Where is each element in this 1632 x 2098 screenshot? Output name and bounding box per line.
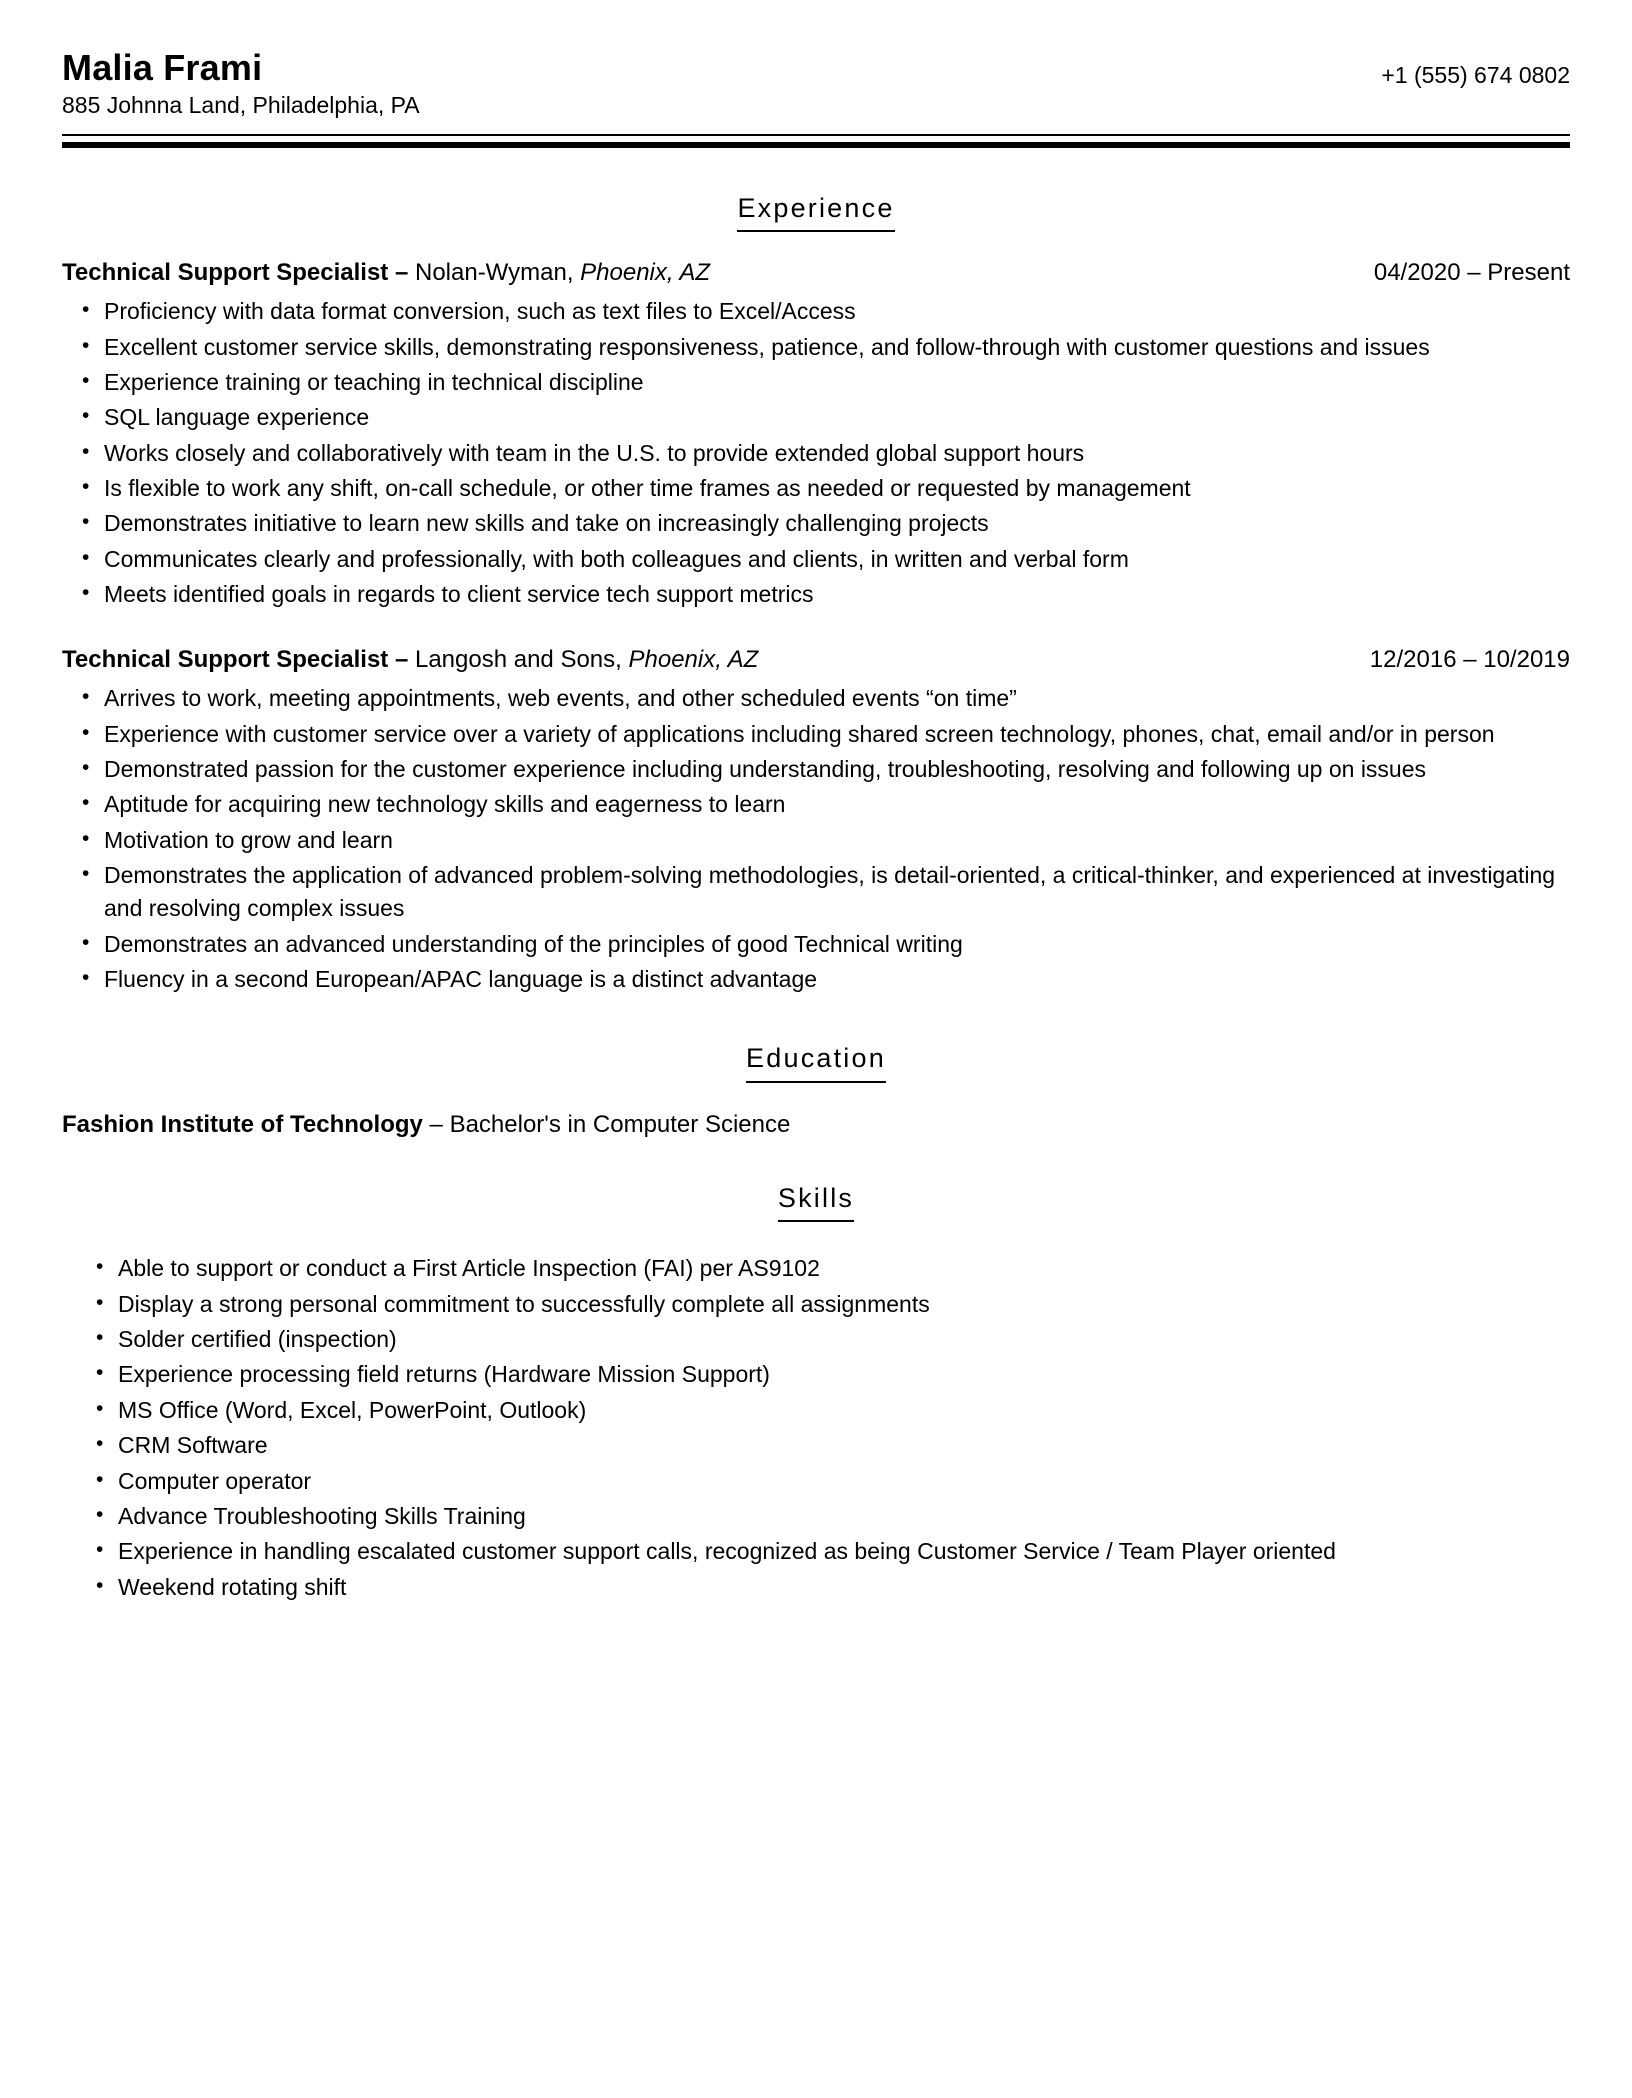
section-experience-title: Experience [737,192,894,232]
section-experience [62,192,1570,997]
job-company: Nolan-Wyman [414,259,567,287]
job-separator: , [615,646,629,674]
list-item: • CRM Software [62,1429,1570,1462]
list-item: • Is flexible to work any shift, on-call schedule, or other time frames as needed or requested by management [62,472,1569,505]
list-item: • Experience with customer service over a variety of applications including shared screen technology, phones, chat, email and/or in person [62,718,1569,751]
section-education-title-wrap [62,1042,1570,1082]
list-item: • Motivation to grow and learn [62,824,1569,857]
address-text: 885 Johnna Land, Philadelphia, PA [62,92,420,119]
job-title: Technical Support Specialist – [62,646,415,674]
list-item: • Communicates clearly and professionally, with both colleagues and clients, in written and verbal form [62,543,1569,576]
job-company: Langosh and Sons [414,646,616,674]
job-title: Technical Support Specialist – [62,259,415,287]
education-school: Fashion Institute of Technology [62,1110,423,1138]
list-item: • Weekend rotating shift [62,1571,1570,1604]
list-item: • Works closely and collaboratively with team in the U.S. to provide extended global support hours [62,437,1569,470]
experience-entry-heading [62,258,710,288]
list-item: • Experience processing field returns (Hardware Mission Support) [62,1358,1570,1391]
experience-bullet-list [62,682,1570,996]
education-degree: – Bachelor's in Computer Science [422,1110,791,1138]
list-item: • MS Office (Word, Excel, PowerPoint, Outlook) [62,1394,1570,1427]
list-item: • Aptitude for acquiring new technology skills and eagerness to learn [62,788,1569,821]
job-dates: 12/2016 – 10/2019 [1369,646,1570,674]
resume-header [62,48,1570,120]
page-title: Malia Frami [62,47,263,88]
education-entry [62,1109,1570,1140]
header-divider-thick [62,142,1570,148]
identity-block [62,48,420,120]
job-dates: 04/2020 – Present [1373,259,1570,287]
list-item: • Solder certified (inspection) [62,1323,1570,1356]
phone-number: +1 (555) 674 0802 [1381,62,1570,88]
section-skills-title-wrap [62,1182,1570,1222]
experience-bullet-list [62,295,1570,611]
experience-entry-header [62,645,1570,675]
section-skills-title: Skills [778,1182,854,1222]
experience-entry [62,258,1570,611]
list-item: • Proficiency with data format conversion, such as text files to Excel/Access [62,295,1569,328]
list-item: • Experience in handling escalated customer support calls, recognized as being Customer Service / Team Player oriented [62,1535,1570,1568]
list-item: • Demonstrated passion for the customer experience including understanding, troubleshooting, resolving and following up on issues [62,753,1569,786]
list-item: • SQL language experience [62,401,1569,434]
list-item: • Excellent customer service skills, demonstrating responsiveness, patience, and follow-through with customer questions and issues [62,331,1569,364]
job-location: Phoenix, AZ [580,259,710,287]
list-item: • Experience training or teaching in technical discipline [62,366,1569,399]
list-item: • Demonstrates the application of advanced problem-solving methodologies, is detail-oriented, a critical-thinker, and experienced at investigating and resolving complex issues [62,859,1569,926]
list-item: • Advance Troubleshooting Skills Training [62,1500,1570,1533]
section-experience-title-wrap [62,192,1570,232]
list-item: • Meets identified goals in regards to client service tech support metrics [62,578,1569,611]
section-education [62,1042,1570,1140]
list-item: • Fluency in a second European/APAC language is a distinct advantage [62,963,1569,996]
experience-entry-heading [62,645,758,675]
list-item: • Computer operator [62,1465,1570,1498]
job-location: Phoenix, AZ [628,646,759,674]
list-item: • Able to support or conduct a First Article Inspection (FAI) per AS9102 [62,1252,1570,1285]
experience-entry [62,645,1570,996]
section-education-title: Education [746,1042,886,1082]
list-item: • Arrives to work, meeting appointments, web events, and other scheduled events “on time” [62,682,1569,715]
list-item: • Display a strong personal commitment to successfully complete all assignments [62,1288,1570,1321]
job-separator: , [566,259,581,287]
section-skills [62,1182,1570,1604]
list-item: • Demonstrates an advanced understanding of the principles of good Technical writing [62,928,1569,961]
skills-bullet-list [62,1252,1570,1603]
experience-entry-header [62,258,1570,288]
list-item: • Demonstrates initiative to learn new skills and take on increasingly challenging projects [62,507,1569,540]
header-divider-thin [62,134,1570,140]
